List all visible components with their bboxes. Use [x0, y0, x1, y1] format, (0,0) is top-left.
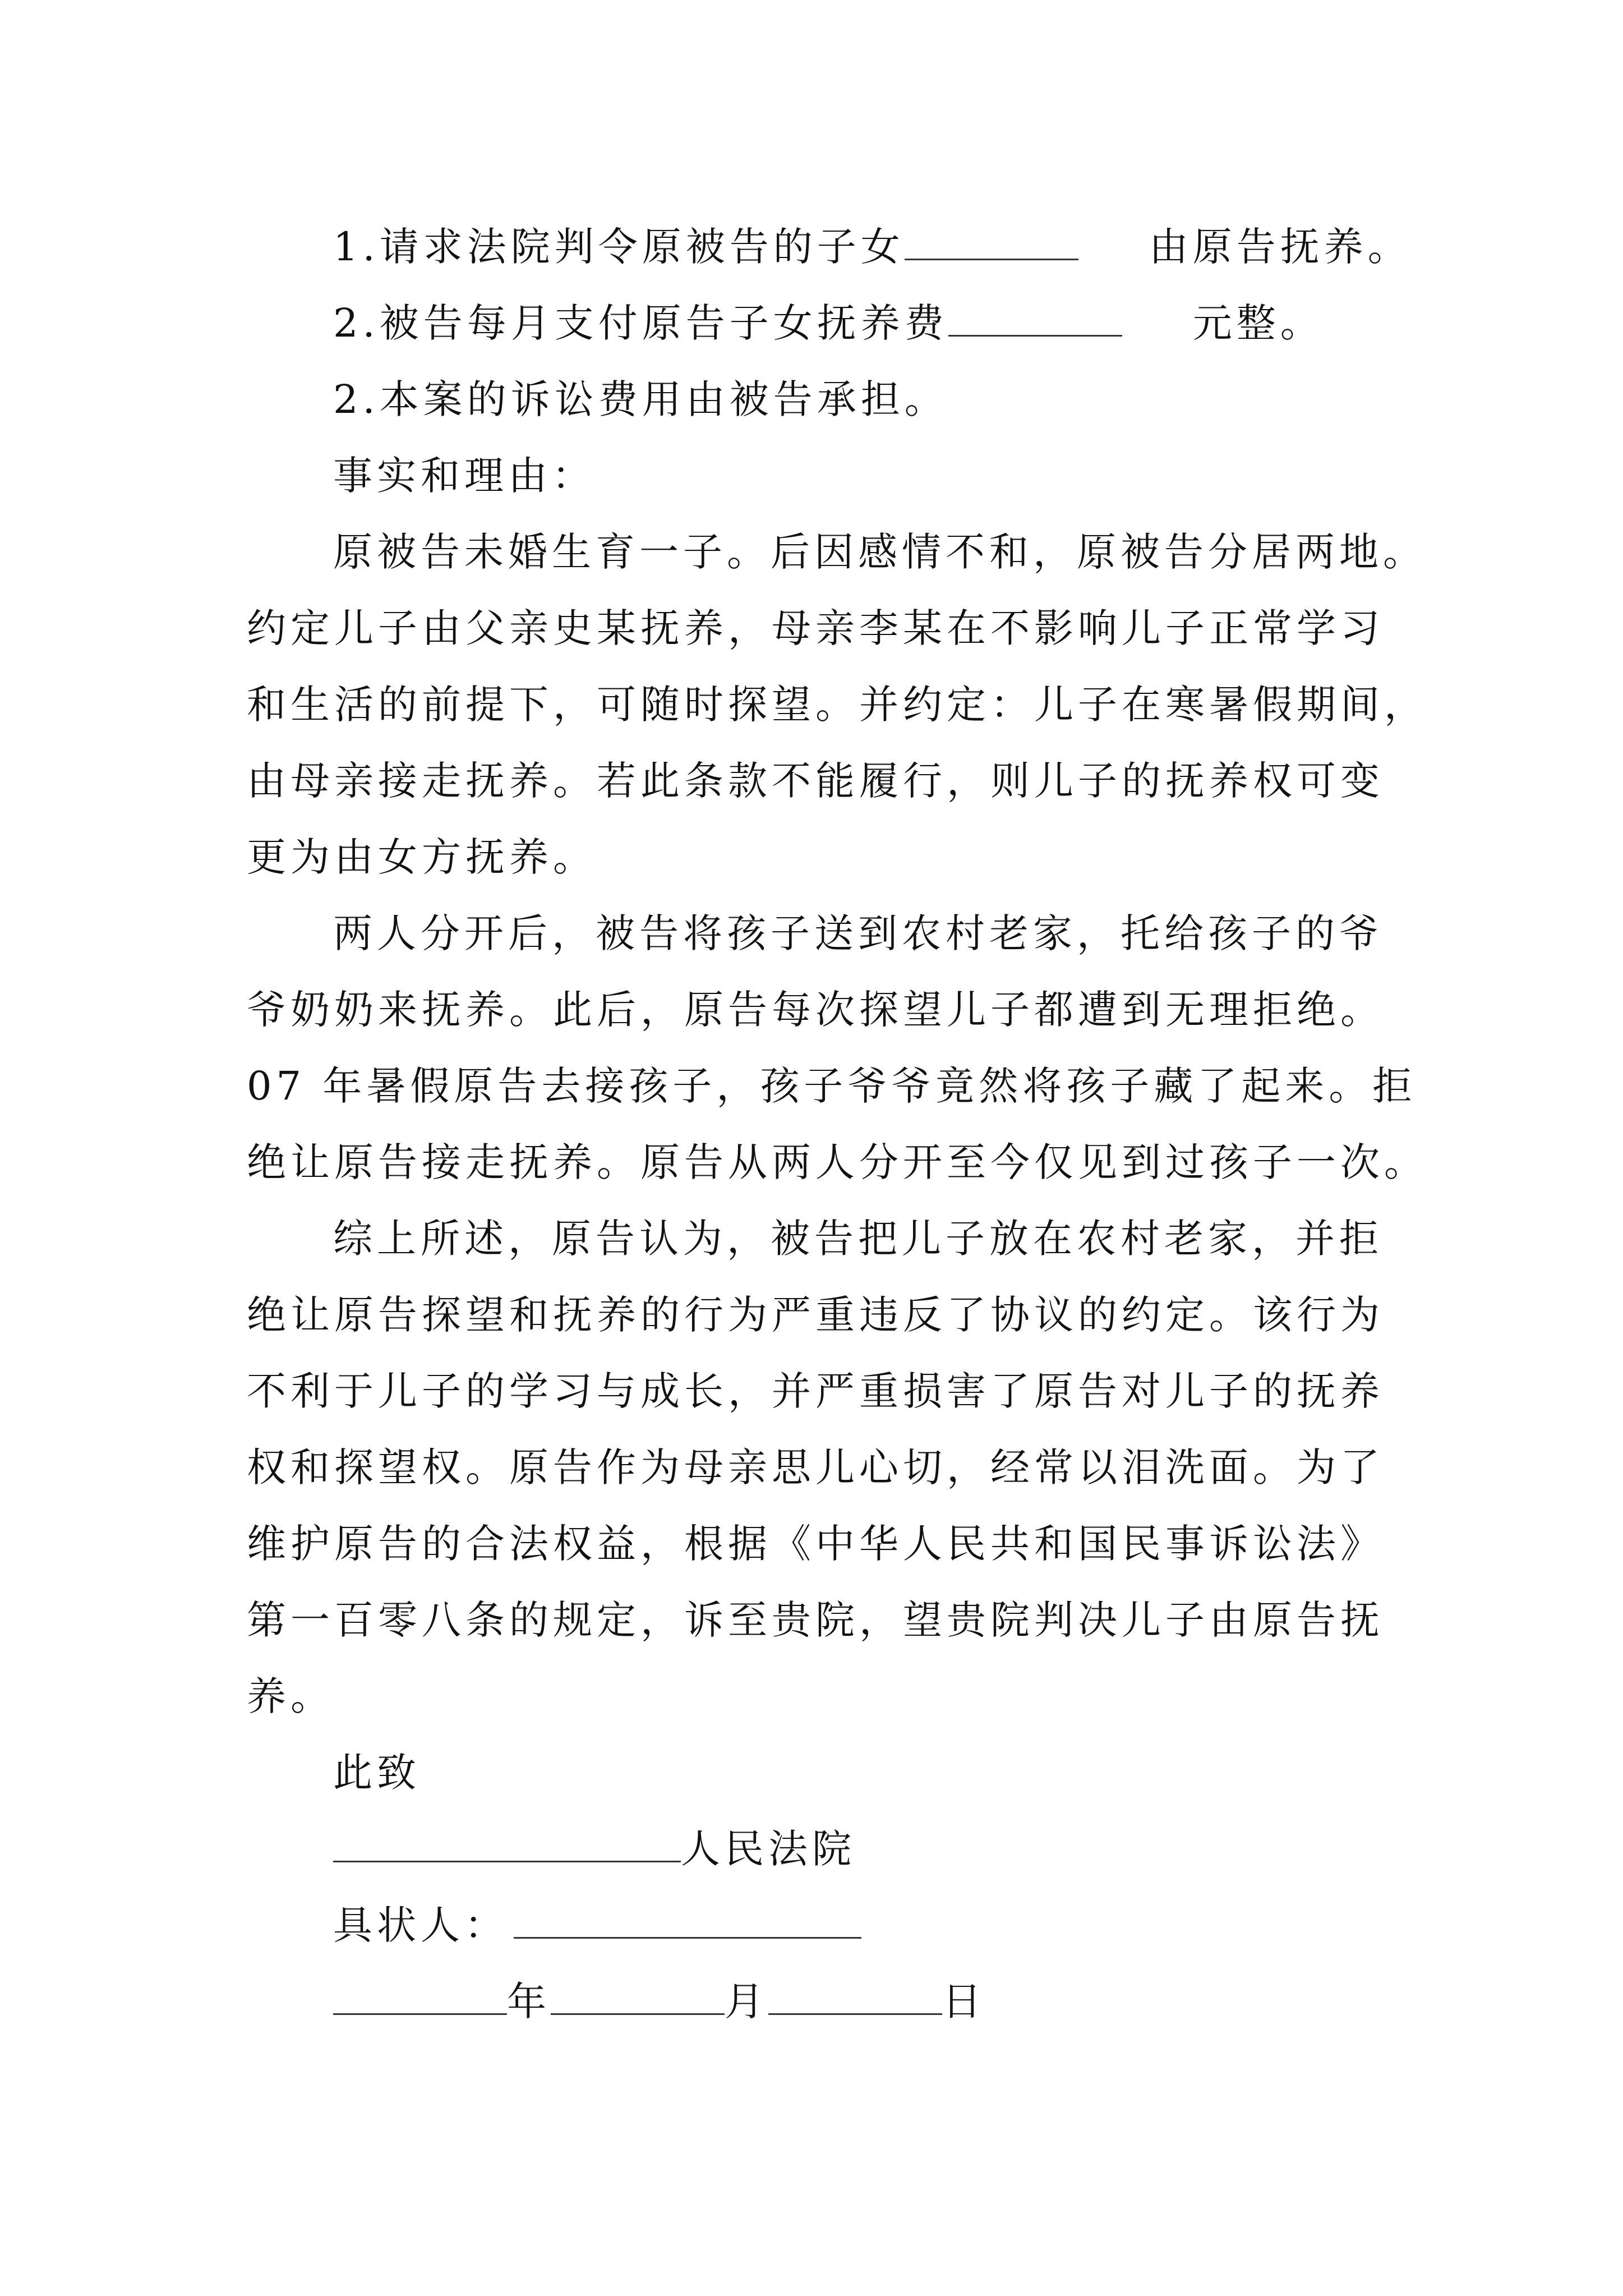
month-blank [551, 2011, 725, 2015]
salutation: 此致 [333, 1750, 421, 1796]
paragraph-3-line: 权和探望权。原告作为母亲思儿心切，经常以泪洗面。为了 [247, 1444, 1384, 1490]
paragraph-3-line: 维护原告的合法权益，根据《中华人民共和国民事诉讼法》 [247, 1521, 1384, 1567]
paragraph-3-line: 养。 [247, 1673, 334, 1719]
paragraph-1-line: 约定儿子由父亲史某抚养，母亲李某在不影响儿子正常学习 [247, 605, 1384, 651]
paragraph-2-line: 绝让原告接走抚养。原告从两人分开至今仅见到过孩子一次。 [247, 1139, 1428, 1185]
support-fee-blank [948, 333, 1122, 337]
child-name-blank [905, 256, 1078, 260]
date-line [333, 1963, 1399, 2040]
paragraph-1-line: 由母亲接走抚养。若此条款不能履行，则儿子的抚养权可变 [247, 758, 1384, 804]
paragraph-3-line: 第一百零八条的规定，诉至贵院，望贵院判决儿子由原告抚 [247, 1597, 1384, 1643]
court-suffix: 人民法院 [681, 1826, 856, 1872]
claim-2-text: 2.被告每月支付原告子女抚养费 [333, 300, 948, 346]
claim-item-3: 2.本案的诉讼费用由被告承担。 [333, 376, 948, 422]
paragraph-1-line: 原被告未婚生育一子。后因感情不和，原被告分居两地。 [333, 529, 1427, 575]
claim-1-text: 1.请求法院判令原被告的子女 [333, 224, 905, 270]
day-blank [768, 2011, 942, 2015]
claim-item-1 [333, 209, 1412, 285]
paragraph-3-line: 不利于儿子的学习与成长，并严重损害了原告对儿子的抚养 [247, 1368, 1384, 1414]
paragraph-2-line: 07 年暑假原告去接孩子，孩子爷爷竟然将孩子藏了起来。拒 [247, 1063, 1417, 1109]
signer-line [333, 1887, 1399, 1963]
signer-name-blank [514, 1935, 861, 1939]
claim-1-suffix: 由原告抚养。 [1149, 224, 1412, 270]
paragraph-1-line: 更为由女方抚养。 [247, 834, 597, 880]
signer-label: 具状人： [333, 1902, 508, 1948]
claim-2-suffix: 元整。 [1192, 300, 1324, 346]
year-label: 年 [507, 1978, 551, 2024]
year-blank [333, 2011, 507, 2015]
paragraph-3-line: 绝让原告探望和抚养的行为严重违反了协议的约定。该行为 [247, 1292, 1384, 1338]
paragraph-1-line: 和生活的前提下，可随时探望。并约定：儿子在寒暑假期间， [247, 682, 1428, 728]
paragraph-3-line: 综上所述，原告认为，被告把儿子放在农村老家，并拒 [333, 1216, 1383, 1262]
day-label: 日 [942, 1978, 986, 2024]
court-name-blank [333, 1858, 681, 1862]
paragraph-2-line: 两人分开后，被告将孩子送到农村老家，托给孩子的爷 [333, 910, 1383, 956]
paragraph-2-line: 爷奶奶来抚养。此后，原告每次探望儿子都遭到无理拒绝。 [247, 987, 1384, 1033]
court-line [333, 1811, 1399, 1887]
claim-item-2 [333, 285, 1399, 361]
month-label: 月 [725, 1978, 768, 2024]
facts-heading: 事实和理由： [333, 453, 596, 499]
